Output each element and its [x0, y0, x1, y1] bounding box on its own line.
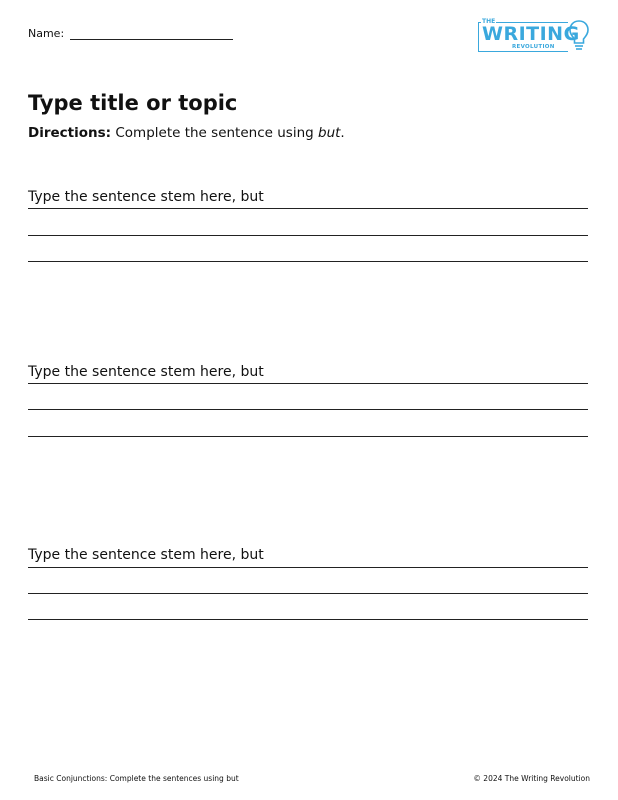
logo-revolution-text: REVOLUTION — [512, 44, 555, 50]
name-blank-line[interactable] — [70, 27, 233, 40]
directions-keyword: but — [318, 125, 341, 141]
answer-line-1a[interactable] — [28, 208, 588, 209]
logo-writing-text: WRITING — [482, 23, 580, 45]
sentence-stem-3: Type the sentence stem here, but — [28, 547, 264, 563]
answer-line-1c[interactable] — [28, 261, 588, 262]
logo-the-text: THE — [482, 18, 496, 25]
answer-line-3a[interactable] — [28, 567, 588, 568]
directions-label: Directions: — [28, 125, 112, 141]
lightbulb-icon — [568, 19, 590, 53]
answer-line-3c[interactable] — [28, 619, 588, 620]
directions-period: . — [340, 125, 345, 141]
name-label: Name: — [28, 27, 65, 40]
answer-line-2c[interactable] — [28, 436, 588, 437]
answer-line-2a[interactable] — [28, 383, 588, 384]
footer-copyright: © 2024 The Writing Revolution — [473, 774, 590, 783]
name-field — [28, 27, 233, 40]
sentence-stem-2: Type the sentence stem here, but — [28, 364, 264, 380]
sentence-stem-1: Type the sentence stem here, but — [28, 189, 264, 205]
answer-line-1b[interactable] — [28, 235, 588, 236]
answer-line-3b[interactable] — [28, 593, 588, 594]
footer-title: Basic Conjunctions: Complete the sentences using but — [34, 774, 239, 783]
writing-revolution-logo — [478, 17, 592, 55]
directions — [28, 124, 345, 142]
directions-text: Complete the sentence using — [115, 125, 314, 141]
page-title: Type title or topic — [28, 91, 238, 115]
answer-line-2b[interactable] — [28, 409, 588, 410]
